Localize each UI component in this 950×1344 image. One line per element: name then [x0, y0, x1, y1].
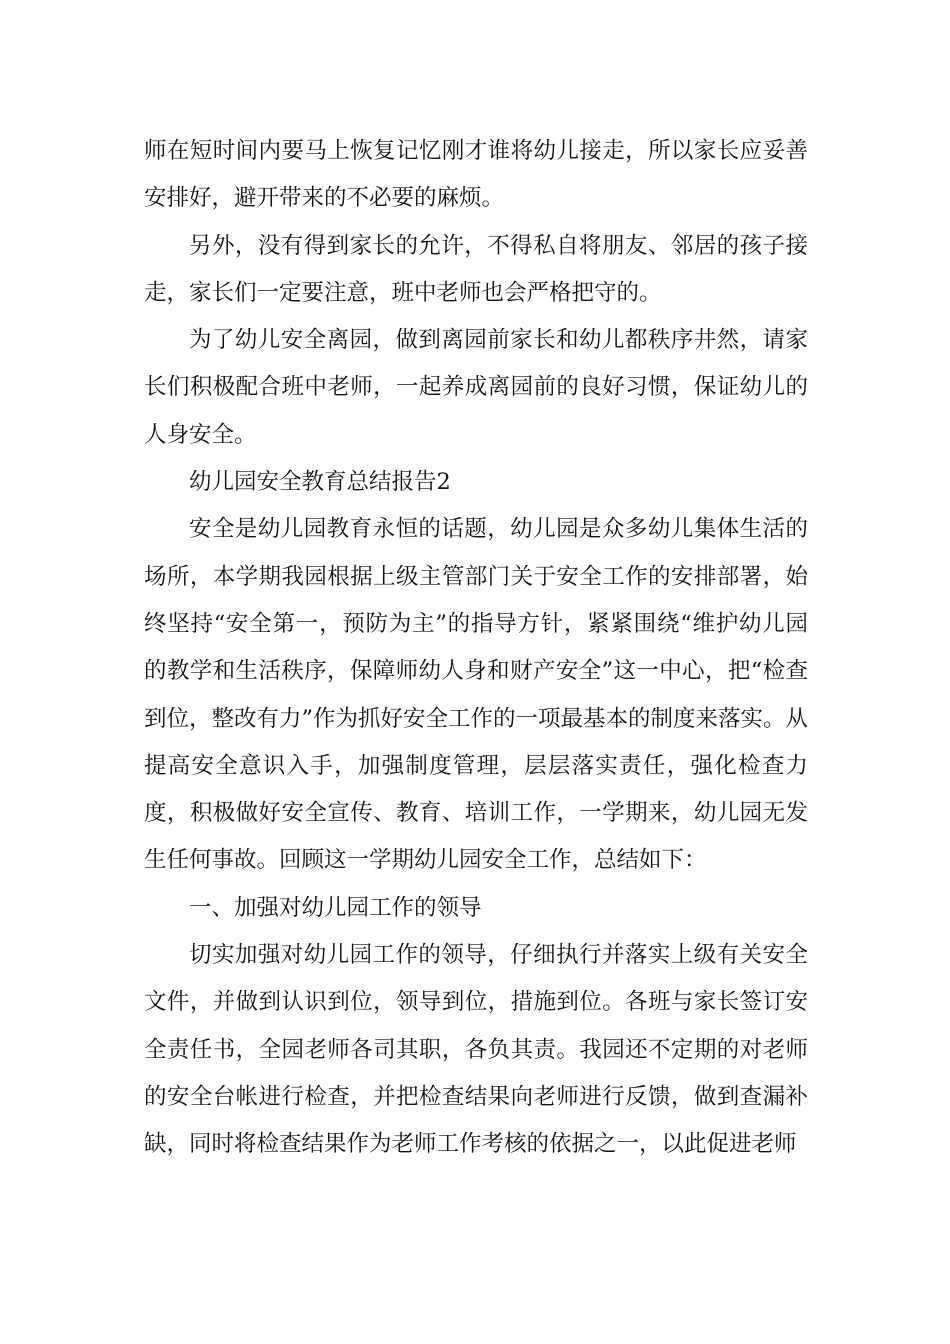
- section-heading-report-2: 幼儿园安全教育总结报告2: [189, 469, 451, 496]
- document-body: [144, 128, 808, 1169]
- paragraph-7: 切实加强对幼儿园工作的领导，仔细执行并落实上级有关安全文件，并做到认识到位，领导到位，措施到位。各班与家长签订安全责任书，全园老师各司其职，各负其责。我园还不定期的对老师的安全台帐进行检查，并把检查结果向老师进行反馈，做到查漏补缺，同时将检查结果作为老师工作考核的依据之一，以此促进老师: [144, 942, 808, 1158]
- section-heading-1: 一、加强对幼儿园工作的领导: [189, 894, 482, 921]
- paragraph-1: 师在短时间内要马上恢复记忆刚才谁将幼儿接走，所以家长应妥善安排好，避开带来的不必要的麻烦。: [144, 138, 808, 212]
- paragraph-2: 另外，没有得到家长的允许，不得私自将朋友、邻居的孩子接走，家长们一定要注意，班中老师也会严格把守的。: [144, 232, 808, 306]
- paragraph-3: 为了幼儿安全离园，做到离园前家长和幼儿都秩序井然，请家长们积极配合班中老师，一起养成离园前的良好习惯，保证幼儿的人身安全。: [144, 327, 808, 448]
- paragraph-5: 安全是幼儿园教育永恒的话题，幼儿园是众多幼儿集体生活的场所，本学期我园根据上级主管部门关于安全工作的安排部署，始终坚持“安全第一，预防为主”的指导方针，紧紧围绕“维护幼儿园的教学和生活秩序，保障师幼人身和财产安全”这一中心，把“检查到位，整改有力”作为抓好安全工作的一项最基本的制度来落实。从提高安全意识入手，加强制度管理，层层落实责任，强化检查力度，积极做好安全宣传、教育、培训工作，一学期来，幼儿园无发生任何事故。回顾这一学期幼儿园安全工作，总结如下：: [144, 516, 809, 874]
